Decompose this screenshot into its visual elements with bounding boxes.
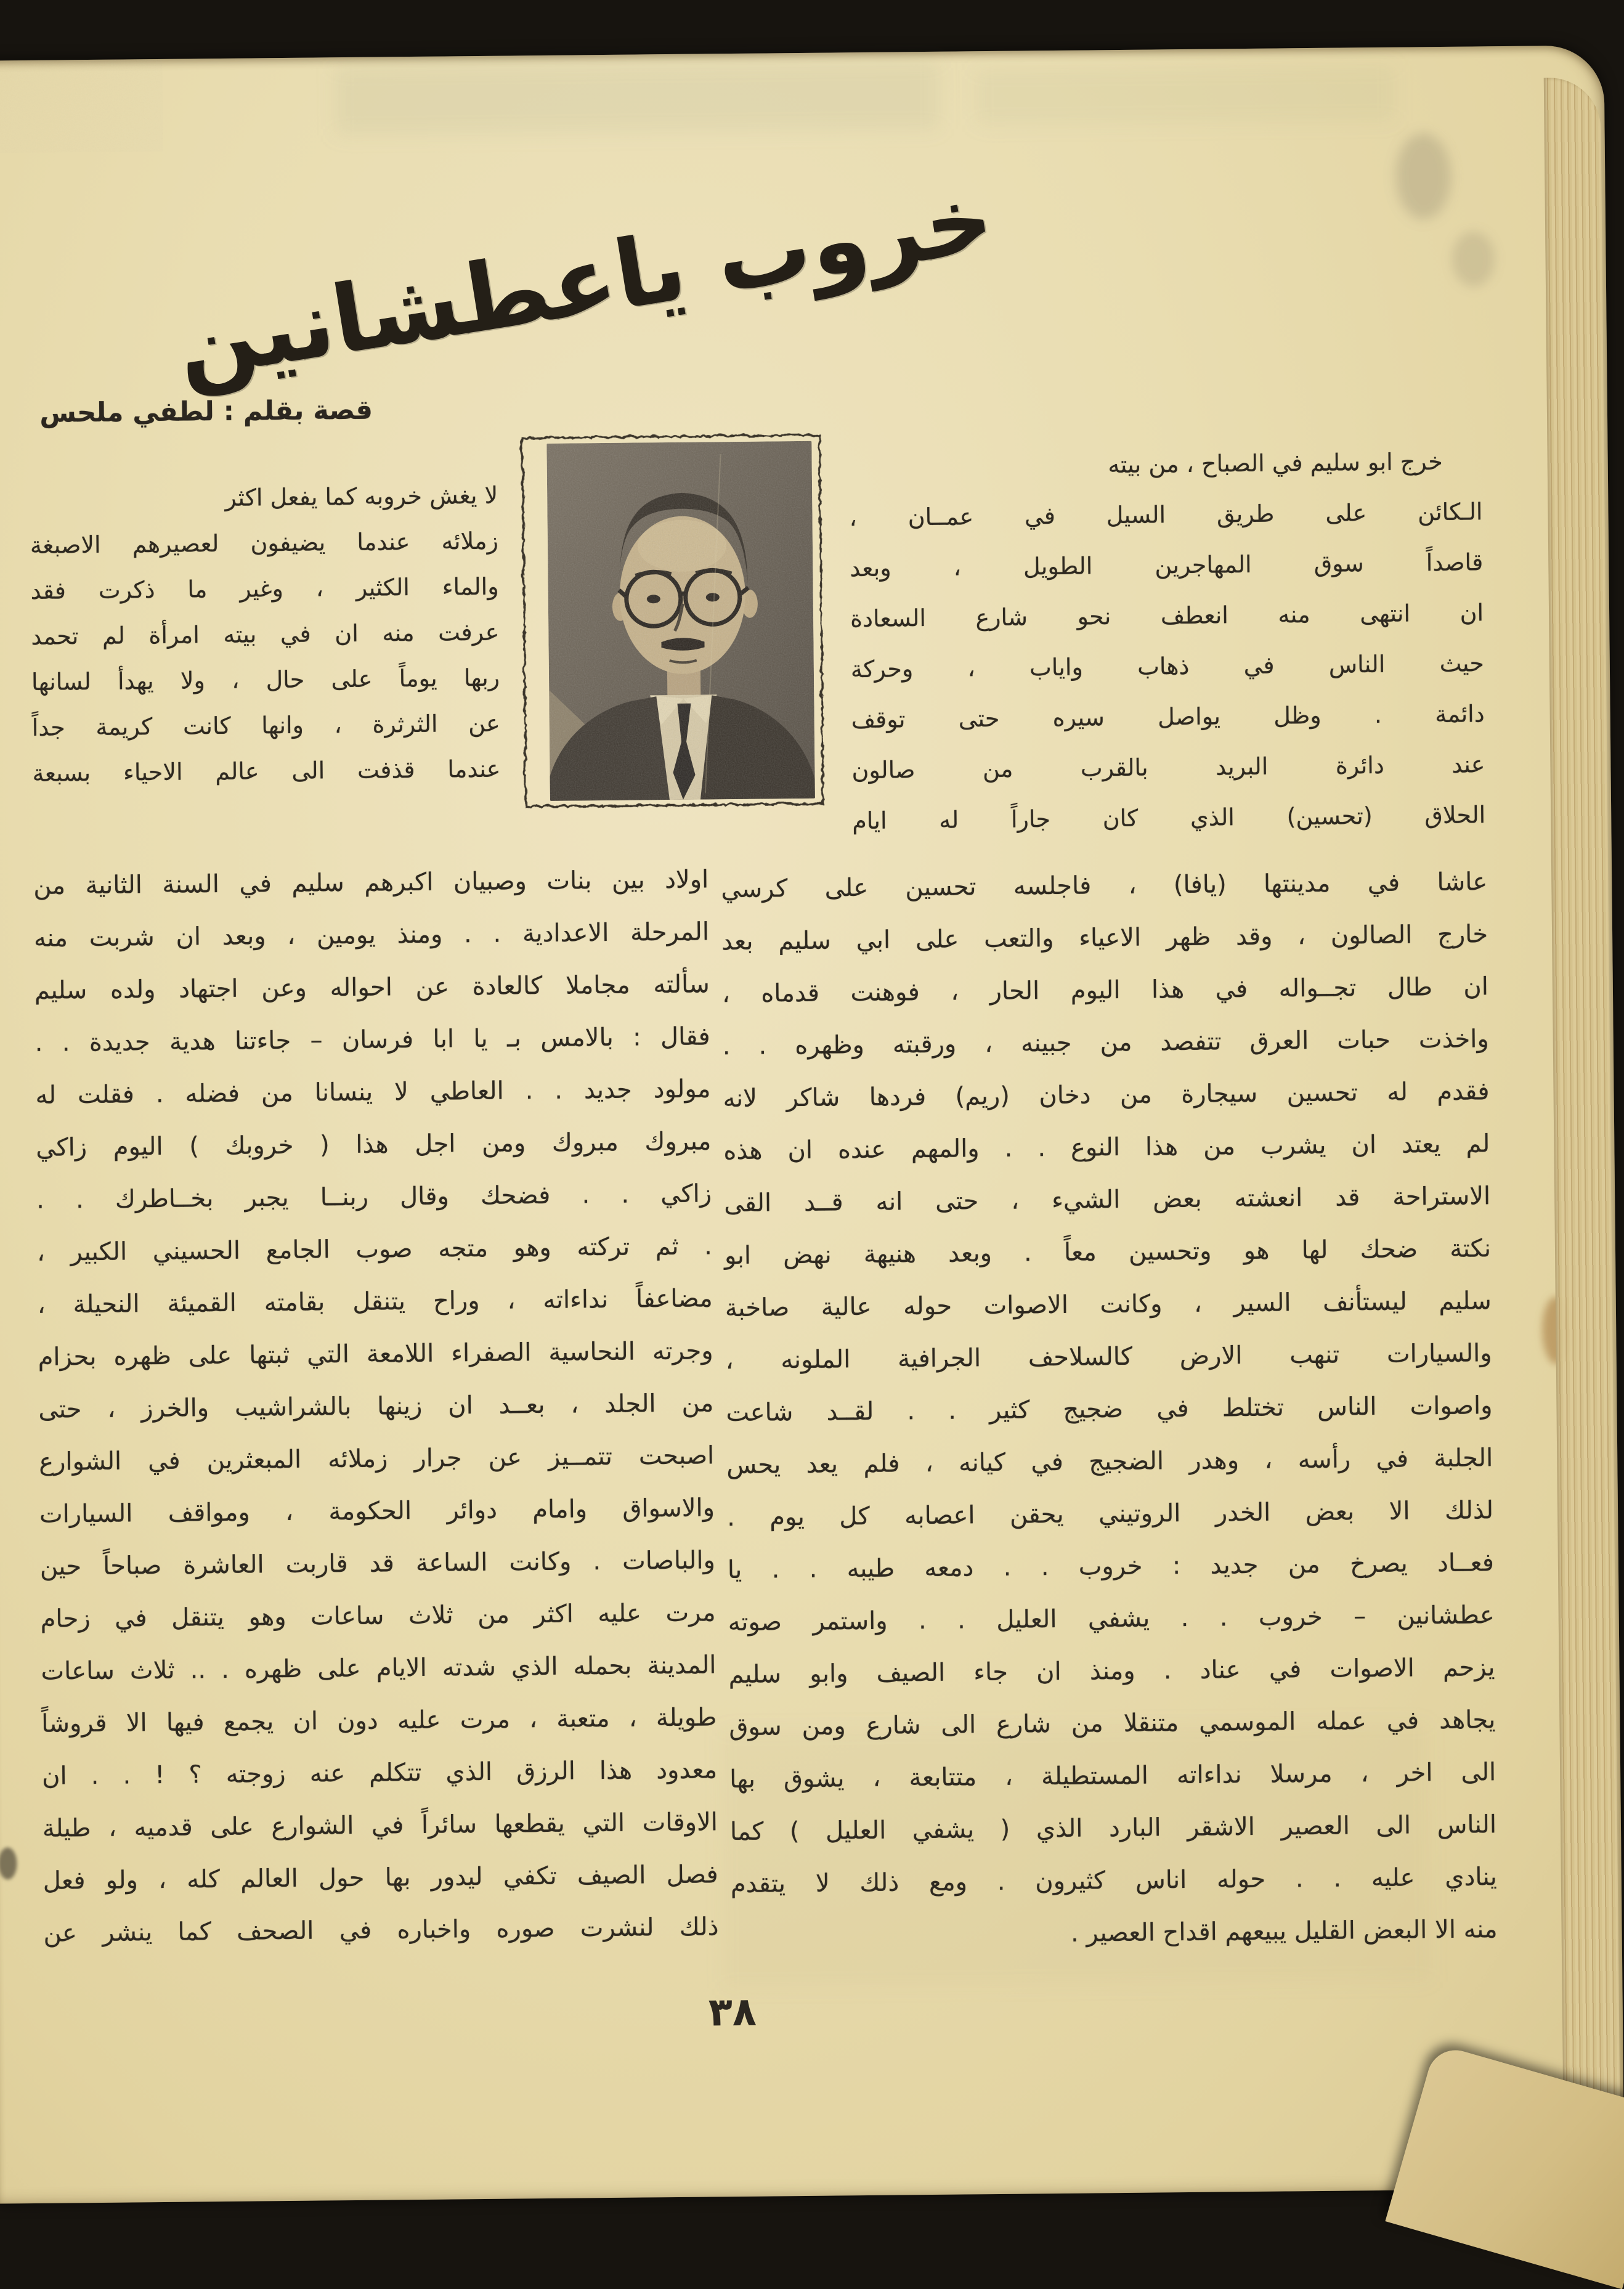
- text-line: واخذت حبات العرق تتفصد من جبينه ، ورقبته وظهره . .: [722, 1025, 1489, 1061]
- photo-image: [546, 441, 815, 801]
- text-line: منه الا البعض القليل يبيعهم اقداح العصير .: [1070, 1915, 1498, 1948]
- text-line: عندما قذفت الى عالم الاحياء بسبعة: [32, 755, 501, 787]
- text-line: والاسواق وامام دوائر الحكومة ، ومواقف السيارات: [39, 1494, 715, 1529]
- text-line: دائمة . وظل يواصل سيره حتى توقف: [851, 700, 1485, 734]
- text-line: طويلة ، متعبة ، مرت عليه دون ان يجمع فيها الا قروشاً: [41, 1703, 717, 1738]
- text-line: وجرته النحاسية الصفراء اللامعة التي ثبتها على ظهره بحزام: [38, 1336, 713, 1372]
- text-line: ان طال تجــواله في هذا اليوم الحار ، فوهنت قدماه ،: [721, 972, 1489, 1009]
- text-line: اصبحت تتمــيز عن جرار زملائه المبعثرين في الشوارع: [38, 1441, 715, 1476]
- text-line: فعــاد يصرخ من جديد : خروب . . دمعه طيبه . . يا: [727, 1548, 1495, 1585]
- page-edge-stack: [1544, 77, 1621, 2173]
- text-line: مولود جديد . . العاطي لا ينسانا من فضله . فقلت له: [35, 1075, 711, 1110]
- text-line: والباصات . وكانت الساعة قد قاربت العاشرة صباحاً حين: [39, 1546, 716, 1581]
- text-line: نكتة ضحك لها هو وتحسين معاً . وبعد هنيهة نهض ابو: [724, 1234, 1492, 1271]
- text-line: ينادي عليه . . حوله اناس كثيرون . ومع ذلك لا يتقدم: [730, 1863, 1497, 1899]
- text-line: لا يغش خروبه كما يفعل اكثر: [225, 481, 498, 511]
- text-line: قاصداً سوق المهاجرين الطويل ، وبعد: [850, 548, 1484, 582]
- page: [0, 45, 1624, 2203]
- byline: قصة بقلم : لطفي ملحس: [39, 394, 373, 429]
- text-line: الجلبة في رأسه ، وهدر الضجيج في كيانه ، فلم يعد يحس: [726, 1444, 1493, 1480]
- text-line: لذلك الا بعض الخدر الروتيني يحقن اعصابه كل يوم .: [726, 1496, 1494, 1532]
- text-line: زاكي . . فضحك وقال ربنــا يجبر بخــاطرك . .: [36, 1179, 712, 1214]
- column-right-bottom: [721, 856, 1498, 1963]
- text-line: ربها يوماً على حال ، ولا يهدأ لسانها: [31, 664, 500, 696]
- column-left-top: [30, 473, 501, 796]
- ink-bleed-ghost: [976, 66, 1395, 126]
- column-left-bottom: [33, 853, 719, 1959]
- page-number: ٣٨: [708, 1989, 757, 2036]
- text-line: والسيارات تنهب الارض كالسلاحف الجرافية الملونه ،: [725, 1339, 1492, 1375]
- text-line: الـكائن على طريق السيل في عمــان ،: [849, 498, 1483, 532]
- text-line: زملائه عندما يضيفون لعصيرهم الاصبغة: [30, 527, 499, 559]
- text-line: عن الثرثرة ، وانها كانت كريمة جداً: [31, 709, 500, 741]
- text-line: فقدم له تحسين سيجارة من دخان (ريم) فردها شاكر لانه: [723, 1077, 1490, 1113]
- text-line: سألته مجاملا كالعادة عن احواله وعن اجتهاد ولده سليم: [34, 970, 710, 1005]
- text-line: الحلاق (تحسين) الذي كان جاراً له ايام: [852, 801, 1486, 835]
- text-line: لم يعتد ان يشرب من هذا النوع . . والمهم عنده ان هذه: [723, 1129, 1490, 1166]
- column-right-top: [848, 436, 1485, 846]
- article-title: خروب ياعطشانين: [169, 163, 1001, 400]
- text-line: اولاد بين بنات وصبيان اكبرهم سليم في السنة الثانية من: [33, 865, 709, 900]
- text-line: الاستراحة قد انعشته بعض الشيء ، حتى انه قــد القى: [724, 1182, 1491, 1218]
- text-line: من الجلد ، بعــد ان زينها بالشراشيب والخرز ، حتى: [38, 1389, 714, 1424]
- text-line: واصوات الناس تختلط في ضجيج كثير . . لقــد شاعت: [726, 1391, 1493, 1428]
- text-line: يجاهد في عمله الموسمي متنقلا من شارع الى شارع ومن سوق: [729, 1706, 1496, 1742]
- text-line: . ثم تركته وهو متجه صوب الجامع الحسيني الكبير ،: [36, 1232, 713, 1267]
- text-line: المرحلة الاعدادية . . ومنذ يومين ، وبعد ان شربت منه: [33, 917, 710, 953]
- text-line: فقال : بالامس بـ يا ابا فرسان – جاءتنا هدية جديدة . .: [35, 1022, 710, 1057]
- paper-grain: [0, 59, 163, 153]
- text-line: الاوقات التي يقطعها سائراً في الشوارع على قدميه ، طيلة: [42, 1808, 718, 1843]
- text-line: الى اخر ، مرسلا نداءاته المستطيلة ، متتابعة ، يشوق بها: [729, 1758, 1496, 1794]
- text-line: مرت عليه اكثر من ثلاث ساعات وهو يتنقل في زحام: [40, 1598, 716, 1633]
- text-line: ان انتهى منه انعطف نحو شارع السعادة: [850, 599, 1484, 633]
- text-line: عاشا في مدينتها (يافا) ، فاجلسه تحسين على كرسي: [721, 868, 1488, 904]
- text-line: عطشانين – خروب . . يشفي العليل . . واستمر صوته: [728, 1601, 1495, 1637]
- text-line: ذلك لنشرت صوره واخباره في الصحف كما ينشر عن: [43, 1913, 719, 1948]
- text-line: حيث الناس في ذهاب واياب ، وحركة: [850, 649, 1485, 683]
- ink-bleed-ghost: [335, 62, 939, 135]
- text-line: يزحم الاصوات في عناد . ومنذ ان جاء الصيف وابو سليم: [728, 1653, 1495, 1689]
- text-line: مضاعفاً نداءاته ، وراح يتنقل بقامته القميئة النحيلة ،: [37, 1284, 713, 1319]
- text-line: المدينة بحمله الذي شدته الايام على ظهره . .. ثلاث ساعات: [41, 1651, 717, 1686]
- text-line: الناس الى العصير الاشقر البارد الذي ( يشفي العليل ) كما: [729, 1810, 1497, 1847]
- text-line: سليم ليستأنف السير ، وكانت الاصوات حوله عالية صاخبة: [725, 1287, 1492, 1323]
- text-line: فصل الصيف تكفي ليدور بها حول العالم كله ، ولو فعل: [43, 1860, 718, 1895]
- text-line: خارج الصالون ، وقد ظهر الاعياء والتعب على ابي سليم بعد: [721, 920, 1488, 956]
- smudge-stain: [1395, 133, 1451, 220]
- edge-mark: [0, 1847, 17, 1879]
- text-line: عند دائرة البريد بالقرب من صالون: [851, 750, 1485, 784]
- text-line: مبروك مبروك ومن اجل هذا ( خروبك ) اليوم زاكي: [36, 1127, 712, 1162]
- text-line: والماء الكثير ، وغير ما ذكرت فقد: [30, 572, 499, 604]
- text-line: خرج ابو سليم في الصباح ، من بيته: [1108, 447, 1443, 479]
- portrait-photo: [516, 429, 827, 811]
- smudge-stain: [1451, 231, 1495, 287]
- text-line: معدود هذا الرزق الذي تتكلم عنه زوجته ؟ ! . . ان: [41, 1755, 718, 1791]
- text-line: عرفت منه ان في بيته امرأة لم تحمد: [31, 618, 500, 650]
